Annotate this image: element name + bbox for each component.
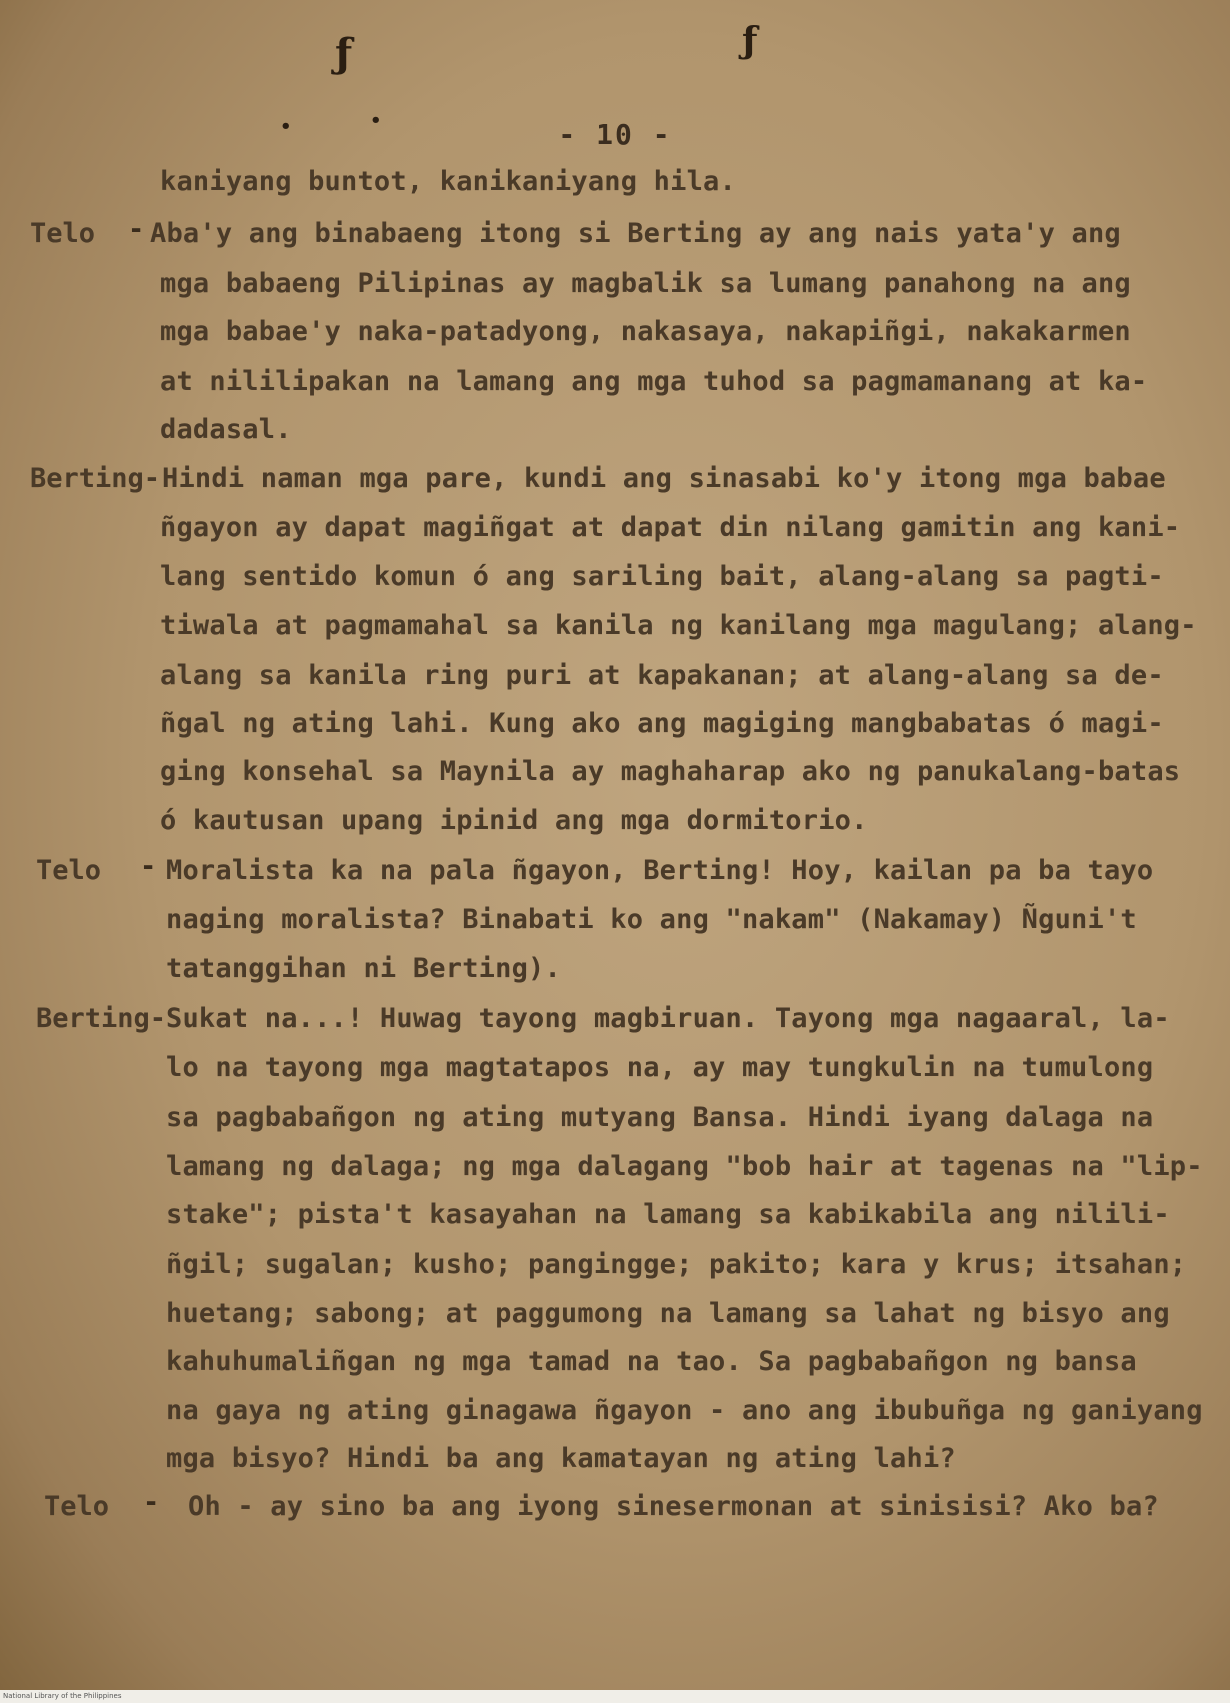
text-line: tatanggihan ni Berting).	[166, 953, 561, 984]
text-line: ñgil; sugalan; kusho; pangingge; pakito; kara y krus; itsahan;	[166, 1249, 1187, 1280]
speaker-label: Berting-	[36, 1003, 167, 1034]
ink-dot: •	[370, 110, 382, 131]
footer-credit: National Library of the Philippines	[0, 1690, 1230, 1703]
text-line: Oh - ay sino ba ang iyong sinesermonan at sinisisi? Ako ba?	[188, 1491, 1159, 1522]
text-line: lang sentido komun ó ang sariling bait, alang-alang sa pagti-	[160, 561, 1164, 592]
text-line: tiwala at pagmamahal sa kanila ng kanilang mga magulang; alang-	[160, 610, 1197, 641]
speaker-dash: -	[128, 214, 145, 245]
text-line: mga babae'y naka-patadyong, nakasaya, nakapiñgi, nakakarmen	[160, 316, 1131, 347]
text-line: na gaya ng ating ginagawa ñgayon - ano ang ibubuñga ng ganiyang	[166, 1395, 1203, 1426]
speaker-label: Telo	[36, 855, 102, 886]
speaker-label: Berting-	[30, 463, 161, 494]
text-line: stake"; pista't kasayahan na lamang sa kabikabila ang nilili-	[166, 1199, 1170, 1230]
page-number: - 10 -	[558, 118, 672, 151]
text-line: ñgal ng ating lahi. Kung ako ang magiging mangbabatas ó magi-	[160, 708, 1164, 739]
text-line: kahuhumaliñgan ng mga tamad na tao. Sa pagbabañgon ng bansa	[166, 1346, 1137, 1377]
text-line: Aba'y ang binabaeng itong si Berting ay ang nais yata'y ang	[150, 218, 1121, 249]
ink-blot-left: ƒ	[335, 30, 353, 77]
text-line: Sukat na...! Huwag tayong magbiruan. Tayong mga nagaaral, la-	[166, 1003, 1170, 1034]
ink-dot: •	[280, 116, 292, 137]
text-line: naging moralista? Binabati ko ang "nakam" (Nakamay) Ñguni't	[166, 904, 1137, 935]
text-line: alang sa kanila ring puri at kapakanan; at alang-alang sa de-	[160, 660, 1164, 691]
text-line: mga babaeng Pilipinas ay magbalik sa lumang panahong na ang	[160, 268, 1131, 299]
text-line: dadasal.	[160, 414, 292, 445]
text-line: kaniyang buntot, kanikaniyang hila.	[160, 166, 736, 197]
speaker-dash: -	[140, 851, 157, 882]
text-line: mga bisyo? Hindi ba ang kamatayan ng ating lahi?	[166, 1443, 956, 1474]
text-line: ó kautusan upang ipinid ang mga dormitorio.	[160, 805, 868, 836]
text-line: ging konsehal sa Maynila ay maghaharap ako ng panukalang-batas	[160, 756, 1181, 787]
text-line: sa pagbabañgon ng ating mutyang Bansa. Hindi iyang dalaga na	[166, 1102, 1154, 1133]
text-line: ñgayon ay dapat magiñgat at dapat din nilang gamitin ang kani-	[160, 512, 1181, 543]
text-line: Moralista ka na pala ñgayon, Berting! Hoy, kailan pa ba tayo	[166, 855, 1154, 886]
text-line: lo na tayong mga magtatapos na, ay may tungkulin na tumulong	[166, 1052, 1154, 1083]
text-line: huetang; sabong; at paggumong na lamang sa lahat ng bisyo ang	[166, 1298, 1170, 1329]
text-line: Hindi naman mga pare, kundi ang sinasabi ko'y itong mga babae	[162, 463, 1166, 494]
text-line: lamang ng dalaga; ng mga dalagang "bob hair at tagenas na "lip-	[166, 1151, 1203, 1182]
speaker-dash: -	[143, 1487, 160, 1518]
text-line: at nililipakan na lamang ang mga tuhod sa pagmamanang at ka-	[160, 366, 1148, 397]
speaker-label: Telo	[44, 1491, 110, 1522]
speaker-label: Telo	[30, 218, 96, 249]
ink-blot-right: ƒ	[742, 20, 758, 62]
